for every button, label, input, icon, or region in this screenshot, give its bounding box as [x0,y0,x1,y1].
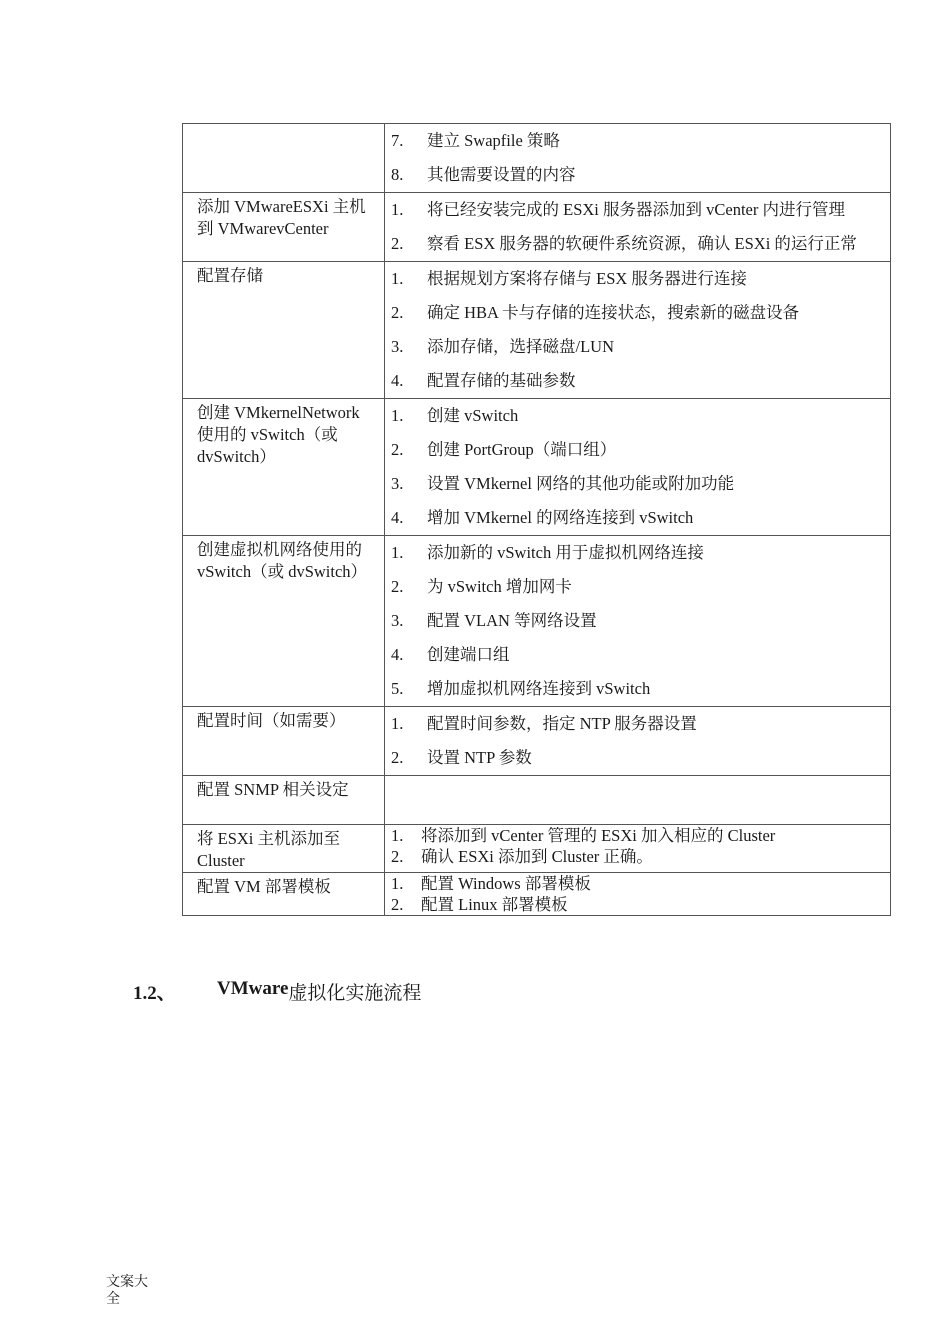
step-number: 1. [391,406,404,425]
step-number: 2. [391,577,404,596]
step-number: 1. [391,825,404,845]
list-item [391,296,884,330]
step-text: 确认 ESXi 添加到 Cluster 正确。 [421,846,653,866]
list-item [391,604,884,638]
step-text: 增加 VMkernel 的网络连接到 vSwitch [427,508,694,527]
list-item [391,467,884,501]
step-number: 4. [391,371,404,390]
list-item [391,873,884,894]
steps-cell [385,193,891,262]
table-row [183,825,891,873]
step-text: 配置 VLAN 等网络设置 [427,611,597,630]
step-text: 配置 Linux 部署模板 [421,894,568,914]
list-item [391,570,884,604]
steps-cell [385,262,891,399]
step-number: 2. [391,234,404,253]
steps-cell [385,873,891,916]
step-text: 添加新的 vSwitch 用于虚拟机网络连接 [427,543,704,562]
list-item [391,638,884,672]
list-item [391,227,884,261]
step-number: 1. [391,200,404,219]
step-number: 2. [391,748,404,767]
step-number: 2. [391,303,404,322]
step-text: 配置存储的基础参数 [427,371,576,390]
step-text: 将添加到 vCenter 管理的 ESXi 加入相应的 Cluster [421,825,776,845]
task-cell: 创建虚拟机网络使用的 vSwitch（或 dvSwitch） [183,536,385,707]
list-item [391,846,884,867]
step-number: 2. [391,440,404,459]
footer-text: 文案大全 [106,1275,148,1307]
task-cell: 配置 VM 部署模板 [183,873,385,916]
steps-cell [385,124,891,193]
step-number: 7. [391,131,404,150]
step-text: 设置 VMkernel 网络的其他功能或附加功能 [427,474,735,493]
list-item [391,399,884,433]
step-number: 2. [391,846,404,866]
step-text: 察看 ESX 服务器的软硬件系统资源，确认 ESXi 的运行正常 [427,234,857,253]
task-cell: 创建 VMkernelNetwork 使用的 vSwitch（或 dvSwitch） [183,399,385,536]
step-text: 创建 PortGroup（端口组） [427,440,617,459]
steps-cell [385,536,891,707]
step-text: 根据规划方案将存储与 ESX 服务器进行连接 [427,269,747,288]
step-text: 建立 Swapfile 策略 [427,131,560,150]
step-number: 1. [391,543,404,562]
steps-cell [385,776,891,825]
list-item [391,124,884,158]
step-text: 其他需要设置的内容 [427,165,576,184]
implementation-table [182,123,891,916]
table-row [183,262,891,399]
step-text: 添加存储，选择磁盘/LUN [427,337,614,356]
step-number: 3. [391,337,404,356]
task-cell: 配置 SNMP 相关设定 [183,776,385,825]
table-row [183,707,891,776]
step-text: 增加虚拟机网络连接到 vSwitch [427,679,651,698]
list-item [391,672,884,706]
list-item [391,501,884,535]
step-text: 为 vSwitch 增加网卡 [427,577,572,596]
list-item [391,158,884,192]
table-row [183,399,891,536]
section-heading [133,978,421,1005]
table-row [183,536,891,707]
step-number: 1. [391,873,404,893]
step-text: 创建 vSwitch [427,406,519,425]
list-item [391,741,884,775]
step-number: 3. [391,474,404,493]
section-title-en: VMware [217,978,289,999]
step-number: 1. [391,714,404,733]
step-text: 确定 HBA 卡与存储的连接状态，搜索新的磁盘设备 [427,303,800,322]
task-cell: 配置存储 [183,262,385,399]
step-number: 4. [391,508,404,527]
list-item [391,707,884,741]
task-cell: 将 ESXi 主机添加至 Cluster [183,825,385,873]
table-row [183,776,891,825]
step-text: 配置时间参数，指定 NTP 服务器设置 [427,714,697,733]
step-text: 创建端口组 [427,645,510,664]
steps-cell [385,825,891,873]
step-number: 8. [391,165,404,184]
step-number: 3. [391,611,404,630]
step-text: 设置 NTP 参数 [427,748,532,767]
step-number: 1. [391,269,404,288]
table-row [183,124,891,193]
list-item [391,433,884,467]
list-item [391,536,884,570]
step-text: 配置 Windows 部署模板 [421,873,591,893]
task-cell [183,124,385,193]
section-title-cn: 虚拟化实施流程 [288,983,422,1004]
list-item [391,364,884,398]
step-number: 4. [391,645,404,664]
list-item [391,894,884,915]
list-item [391,330,884,364]
list-item [391,193,884,227]
step-text: 将已经安装完成的 ESXi 服务器添加到 vCenter 内进行管理 [427,200,845,219]
list-item [391,825,884,846]
task-cell: 配置时间（如需要） [183,707,385,776]
table-row [183,873,891,916]
step-number: 5. [391,679,404,698]
table-row [183,193,891,262]
steps-cell [385,707,891,776]
step-number: 2. [391,894,404,914]
section-number: 1.2、 [133,983,176,1004]
list-item [391,262,884,296]
task-cell: 添加 VMwareESXi 主机到 VMwarevCenter [183,193,385,262]
steps-cell [385,399,891,536]
